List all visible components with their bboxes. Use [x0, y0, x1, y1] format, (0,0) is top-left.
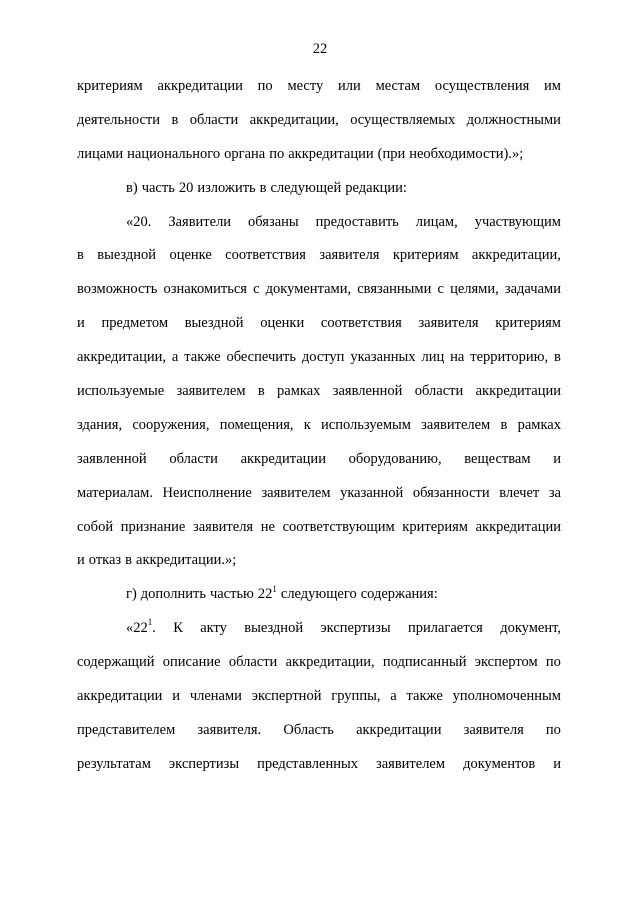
word: аккредитации,	[285, 654, 375, 671]
word: заявителя	[418, 315, 479, 332]
word: часть	[141, 179, 175, 196]
word: документами,	[265, 281, 352, 298]
word: соответствия	[320, 315, 402, 332]
text-line	[77, 110, 561, 144]
word: помещения,	[219, 416, 294, 433]
word: признание	[120, 518, 186, 535]
word: месту	[287, 78, 324, 94]
text-line	[77, 686, 561, 720]
word: веществам	[464, 450, 531, 467]
word: им	[544, 78, 561, 94]
word: экспертизы	[168, 755, 240, 772]
word: аккредитации.»;	[136, 552, 237, 569]
word: области	[228, 654, 278, 671]
word: заявленной	[77, 450, 147, 467]
word: в	[554, 349, 561, 366]
word: критериям	[402, 518, 468, 535]
word: экспертом	[474, 654, 538, 671]
word: заявителя.	[197, 721, 262, 738]
word: с	[437, 281, 444, 298]
word: обеспечить	[226, 349, 296, 366]
word: лицам,	[415, 213, 458, 230]
word: здания,	[77, 416, 123, 433]
word: и	[77, 552, 85, 569]
word: на	[450, 349, 465, 366]
word: в)	[126, 179, 138, 196]
word: не	[260, 518, 275, 535]
word: содержащий	[77, 654, 155, 671]
word: описание	[162, 654, 221, 671]
word: в	[125, 552, 133, 569]
text-line	[77, 381, 561, 415]
word: лиц	[421, 349, 445, 366]
text-line	[77, 144, 561, 178]
word: представленных	[257, 755, 358, 772]
word: документ,	[500, 620, 561, 637]
text-line	[77, 76, 561, 110]
word: оценке	[169, 247, 212, 264]
word: акту	[200, 620, 227, 637]
word: территорию,	[470, 349, 549, 366]
word: лицами	[77, 145, 124, 162]
word: осуществления	[434, 78, 530, 94]
word: представителем	[77, 721, 176, 738]
word: материалам.	[77, 484, 153, 501]
text-line	[77, 720, 561, 754]
word: используемые	[77, 383, 165, 400]
word: критериям	[495, 315, 561, 332]
document-body	[77, 76, 561, 788]
word: области	[189, 111, 239, 128]
word: критериям	[392, 247, 459, 264]
word: заявителя	[463, 721, 524, 738]
word: заявителем	[261, 484, 331, 501]
word: а	[390, 688, 397, 705]
word: заявителя	[319, 247, 380, 264]
word: местам	[375, 78, 421, 94]
word: задачами	[504, 281, 561, 298]
text-line	[77, 347, 561, 381]
word: осуществляемых	[350, 111, 456, 128]
word: по	[269, 145, 285, 162]
text-line	[77, 245, 561, 279]
word: группы,	[331, 688, 381, 705]
text-line	[77, 212, 561, 246]
word: дополнить	[140, 586, 206, 603]
word: оценки	[260, 315, 305, 332]
word: следующей	[270, 179, 342, 196]
word: по	[257, 78, 273, 94]
word: заявителя	[192, 518, 254, 535]
word: К	[173, 620, 183, 637]
word: заявителем	[176, 383, 246, 400]
word: аккредитации,	[249, 111, 339, 128]
word: соответствующим	[282, 518, 395, 535]
word: и	[172, 688, 180, 705]
text-line	[77, 415, 561, 449]
word: области	[169, 450, 218, 467]
word: содержания:	[360, 586, 438, 603]
word: 20	[178, 179, 194, 196]
word: также	[184, 349, 221, 366]
word: уполномоченным	[452, 688, 561, 705]
word: $22^1$	[257, 584, 277, 603]
word: оборудованию,	[348, 450, 442, 467]
word: к	[303, 416, 311, 433]
word: за	[548, 484, 561, 501]
word: по	[545, 721, 561, 738]
text-line	[77, 652, 561, 686]
word: критериям	[77, 78, 143, 94]
word: в	[257, 383, 265, 400]
word: аккредитации	[475, 518, 561, 535]
word: документов	[463, 755, 536, 772]
word: с	[253, 281, 260, 298]
word: указанных	[350, 349, 416, 366]
text-line	[77, 550, 561, 584]
word: или	[338, 78, 361, 94]
word: экспертизы	[320, 620, 391, 637]
word: аккредитации,	[77, 349, 167, 366]
word: обязаны	[248, 213, 299, 230]
text-line	[77, 178, 561, 212]
word: выездной	[244, 620, 304, 637]
word: в	[171, 111, 179, 128]
word: указанной	[340, 484, 404, 501]
word: соответствия	[225, 247, 306, 264]
word: и	[553, 450, 561, 467]
text-line	[77, 618, 561, 652]
word: результатам	[77, 755, 151, 772]
text-line	[77, 449, 561, 483]
word: возможность	[77, 281, 158, 298]
word: области	[414, 383, 464, 400]
word: частью	[209, 586, 254, 603]
word: заявителем	[421, 416, 491, 433]
page-number: 22	[312, 41, 328, 57]
word: аккредитации	[77, 688, 163, 705]
word: участвующим	[474, 213, 561, 230]
word: органа	[224, 145, 266, 162]
superscript: 1	[147, 618, 153, 628]
word: ознакомиться	[163, 281, 247, 298]
text-line	[77, 517, 561, 551]
text-line	[77, 584, 561, 618]
word: национального	[127, 145, 221, 162]
word: (при	[377, 145, 406, 162]
text-line	[77, 754, 561, 788]
word: «20.	[126, 213, 152, 230]
word: выездной	[184, 315, 244, 332]
word: используемым	[321, 416, 411, 433]
word: в	[500, 416, 508, 433]
word: аккредитации,	[471, 247, 561, 264]
word: доступ	[301, 349, 345, 366]
word: рамках	[517, 416, 561, 433]
word: и	[553, 755, 561, 772]
word: предоставить	[315, 213, 399, 230]
word: должностными	[466, 111, 561, 128]
word: по	[545, 654, 561, 671]
word: также	[406, 688, 443, 705]
word: Заявители	[168, 213, 232, 230]
text-line	[77, 313, 561, 347]
word: аккредитации	[475, 383, 561, 400]
word: подписанный	[382, 654, 467, 671]
word: в	[259, 179, 267, 196]
word: аккредитации	[240, 450, 326, 467]
word: аккредитации	[356, 721, 442, 738]
word: аккредитации	[288, 145, 374, 162]
word: г)	[126, 586, 137, 603]
word: а	[171, 349, 179, 366]
word: заявителем	[375, 755, 446, 772]
text-line	[77, 483, 561, 517]
word: отказ	[88, 552, 122, 569]
word: Область	[283, 721, 334, 738]
word: деятельности	[77, 111, 161, 128]
word: обязанности	[412, 484, 490, 501]
word: сооружения,	[132, 416, 210, 433]
word: предметом	[101, 315, 168, 332]
word: выездной	[97, 247, 157, 264]
word: связанными	[357, 281, 432, 298]
word: заявленной	[332, 383, 403, 400]
word: необходимости).»;	[409, 145, 524, 162]
word: собой	[77, 518, 114, 535]
text-line	[77, 279, 561, 313]
word: и	[77, 315, 85, 332]
word: прилагается	[407, 620, 483, 637]
word: следующего	[280, 586, 357, 603]
word: «$22^1$.	[126, 618, 156, 637]
word: членами	[189, 688, 242, 705]
word: редакции:	[345, 179, 407, 196]
word: рамках	[277, 383, 321, 400]
word: аккредитации	[157, 78, 243, 94]
word: экспертной	[251, 688, 322, 705]
word: в	[77, 247, 84, 264]
word: изложить	[197, 179, 256, 196]
word: Неисполнение	[162, 484, 252, 501]
superscript: 1	[272, 584, 277, 594]
word: влечет	[499, 484, 540, 501]
word: целями,	[450, 281, 499, 298]
